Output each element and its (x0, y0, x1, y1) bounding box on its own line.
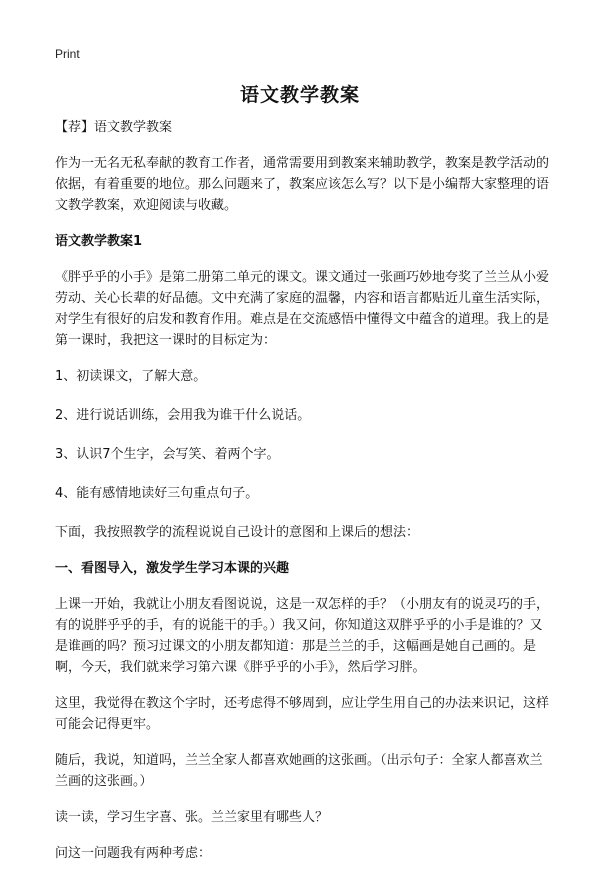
recommend-line: 【荐】语文教学教案 (55, 120, 173, 135)
page-title: 语文教学教案 (239, 84, 360, 106)
paragraph-e: 问这一问题我有两种考虑： (55, 846, 212, 861)
section-1-paragraph: 《胖乎乎的小手》是第二册第二单元的课文。课文通过一张画巧妙地夸奖了兰兰从小爱劳动、关心长辈的好品德。文中充满了家庭的温馨，内容和语言都贴近儿童生活实际，对学生有很好的启发和教育作用。难点是在交流感悟中懂得文中蕴含的道理。我上的是第一课时，我把这一课时的目标定为： (55, 270, 550, 348)
document-body (55, 117, 553, 879)
intro-paragraph: 作为一无名无私奉献的教育工作者，通常需要用到教案来辅助教学，教案是教学活动的依据，有着重要的地位。那么问题来了，教案应该怎么写？以下是小编帮大家整理的语文教学教案，欢迎阅读与收藏。 (55, 156, 550, 213)
paragraph-d: 读一读，学习生字喜、张。兰兰家里有哪些人？ (55, 810, 329, 825)
goal-item-2: 2、进行说话训练，会用我为谁干什么说话。 (55, 408, 311, 423)
section-heading-1: 语文教学教案1 (55, 234, 143, 249)
goal-item-1: 1、初读课文，了解大意。 (55, 369, 207, 384)
paragraph-c: 随后，我说，知道吗，兰兰全家人都喜欢她画的这张画。（出示句子：全家人都喜欢兰兰画的这张画。） (55, 753, 543, 789)
subheading-1: 一、看图导入，激发学生学习本课的兴趣 (55, 561, 290, 576)
transition-paragraph: 下面，我按照教学的流程说说自己设计的意图和上课后的想法： (55, 525, 420, 540)
goal-item-3: 3、认识7个生字，会写笑、着两个字。 (55, 447, 280, 462)
paragraph-a: 上课一开始，我就让小朋友看图说说，这是一双怎样的手？（小朋友有的说灵巧的手，有的说胖乎乎的手，有的说能干的手。）我又问，你知道这双胖乎乎的小手是谁的？又是谁画的吗？预习过课文的小朋友都知道：那是兰兰的手，这幅画是她自己画的。是啊，今天，我们就来学习第六课《胖乎乎的小手》，然后学习胖。 (55, 597, 550, 675)
goal-item-4: 4、能有感情地读好三句重点句子。 (55, 486, 259, 501)
paragraph-b: 这里，我觉得在教这个字时，还考虑得不够周到，应让学生用自己的办法来识记，这样可能会记得更牢。 (55, 696, 550, 732)
print-label: Print (55, 47, 80, 61)
